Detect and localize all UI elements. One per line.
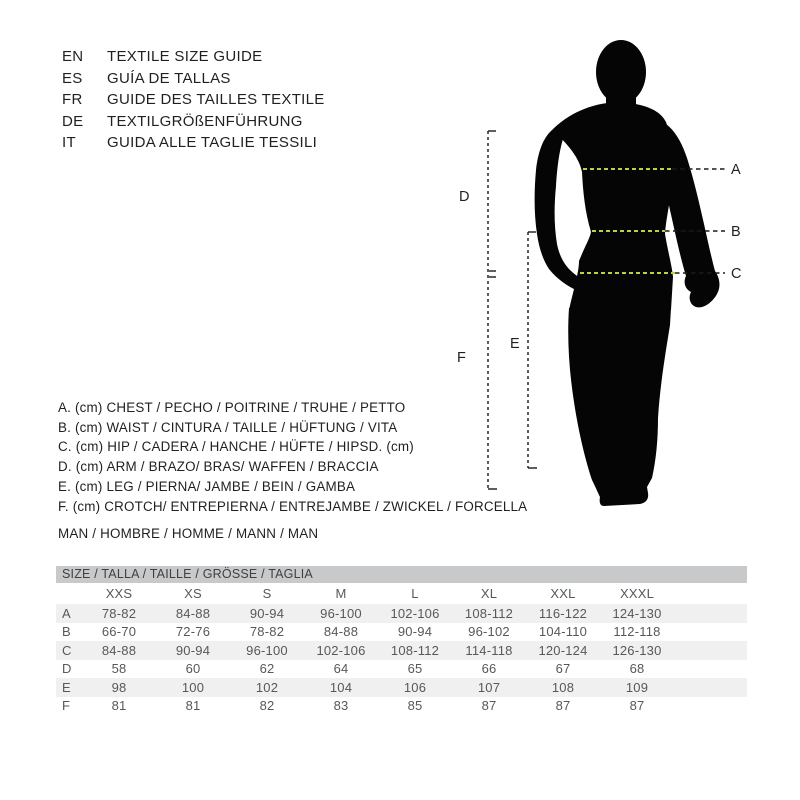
- cell: 112-118: [613, 624, 661, 640]
- cell: 83: [333, 698, 349, 714]
- cell: 84-88: [156, 604, 230, 623]
- cell: 102-106: [304, 641, 378, 660]
- cell: 58: [111, 661, 127, 677]
- row-label: C: [56, 641, 82, 660]
- language-code: FR: [62, 91, 83, 109]
- language-title-block: [62, 46, 325, 154]
- language-row: [62, 89, 325, 111]
- label-chest: A: [731, 162, 742, 178]
- language-row: [62, 111, 325, 133]
- cell: 120-124: [526, 641, 600, 660]
- language-title: TEXTILGRÖßENFÜHRUNG: [107, 112, 303, 130]
- cell: 62: [259, 661, 275, 677]
- language-row: [62, 132, 325, 154]
- cell: 60: [185, 661, 201, 677]
- cell: 65: [407, 661, 423, 677]
- col-header: XXXL: [619, 586, 655, 601]
- table-row: [56, 641, 747, 660]
- cell: 81: [111, 698, 127, 714]
- cell: 87: [555, 698, 571, 714]
- spacer-cell: [674, 678, 747, 697]
- cell: 98: [82, 678, 156, 697]
- silhouette-legs: [568, 308, 671, 506]
- cell: 108-112: [378, 641, 452, 660]
- cell: 67: [555, 661, 571, 677]
- cell: 72-76: [175, 624, 211, 640]
- label-leg: E: [510, 336, 521, 352]
- cell: 90-94: [230, 604, 304, 623]
- cell: 68: [629, 661, 645, 677]
- spacer-cell: [674, 660, 747, 679]
- cell: 64: [333, 661, 349, 677]
- row-label: E: [56, 678, 82, 697]
- table-row: [56, 604, 747, 623]
- legend-line-chest: A. (cm) CHEST / PECHO / POITRINE / TRUHE / PETTO: [58, 400, 406, 415]
- cell: 96-100: [230, 641, 304, 660]
- col-header: L: [411, 586, 419, 601]
- cell: 90-94: [156, 641, 230, 660]
- legend-line-waist: B. (cm) WAIST / CINTURA / TAILLE / HÜFTUNG / VITA: [58, 419, 398, 435]
- cell: 78-82: [249, 624, 285, 640]
- measurement-legend: [58, 398, 527, 516]
- size-table: [56, 566, 747, 715]
- spacer-cell: [674, 604, 747, 623]
- col-header: XS: [184, 586, 202, 601]
- row-label: D: [62, 661, 72, 677]
- spacer-cell: [674, 583, 747, 604]
- cell: 96-100: [304, 604, 378, 623]
- cell: 104: [304, 678, 378, 697]
- cell: 124-130: [600, 604, 674, 623]
- language-title: GUIDE DES TAILLES TEXTILE: [107, 91, 325, 109]
- cell: 96-102: [468, 624, 510, 640]
- table-row: [56, 660, 747, 679]
- cell: 109: [600, 678, 674, 697]
- cell: 85: [407, 698, 423, 714]
- cell: 87: [629, 698, 645, 714]
- language-code: EN: [62, 48, 84, 65]
- cell: 116-122: [526, 604, 600, 623]
- language-code: ES: [62, 69, 83, 87]
- label-hip: C: [731, 266, 742, 282]
- col-header: XL: [480, 586, 498, 601]
- row-label: A: [56, 604, 82, 623]
- cell: 106: [378, 678, 452, 697]
- cell: 104-110: [538, 624, 588, 640]
- cell: 81: [185, 698, 201, 714]
- row-label: B: [62, 624, 71, 640]
- cell: 102: [230, 678, 304, 697]
- cell: 78-82: [82, 604, 156, 623]
- cell: 100: [156, 678, 230, 697]
- cell: 107: [452, 678, 526, 697]
- size-table-title: SIZE / TALLA / TAILLE / GRÖSSE / TAGLIA: [56, 566, 747, 583]
- col-header: M: [335, 586, 347, 601]
- cell: 84-88: [323, 624, 359, 640]
- language-code: IT: [62, 134, 76, 152]
- label-crotch: F: [457, 350, 467, 366]
- language-title: GUÍA DE TALLAS: [107, 69, 231, 87]
- cell: 108: [526, 678, 600, 697]
- cell: 87: [481, 698, 497, 714]
- size-column-headers: [56, 583, 747, 604]
- language-row: [62, 68, 325, 90]
- cell: 90-94: [397, 624, 433, 640]
- label-waist: B: [731, 224, 742, 240]
- size-table-grid: [56, 583, 747, 715]
- legend-line-leg: E. (cm) LEG / PIERNA/ JAMBE / BEIN / GAMBA: [58, 478, 356, 494]
- gender-line: MAN / HOMBRE / HOMME / MANN / MAN: [58, 526, 319, 541]
- cell: 114-118: [452, 641, 526, 660]
- language-row: [62, 46, 325, 68]
- language-code: DE: [62, 112, 84, 130]
- col-header: XXS: [105, 586, 133, 601]
- cell: 66: [481, 661, 497, 677]
- table-row: [56, 623, 747, 642]
- spacer-cell: [674, 623, 747, 642]
- label-arm: D: [459, 189, 470, 205]
- cell: 108-112: [452, 604, 526, 623]
- cell: 84-88: [82, 641, 156, 660]
- legend-line-crotch: F. (cm) CROTCH/ ENTREPIERNA / ENTREJAMBE / ZWICKEL / FORCELLA: [58, 498, 528, 514]
- language-title: TEXTILE SIZE GUIDE: [107, 48, 263, 65]
- legend-line-hip: C. (cm) HIP / CADERA / HANCHE / HÜFTE / HIPSD. (cm): [58, 439, 414, 455]
- cell: 66-70: [101, 624, 137, 640]
- cell: 82: [259, 698, 275, 714]
- row-label: F: [62, 698, 71, 714]
- col-header: S: [262, 586, 272, 601]
- table-row: [56, 678, 747, 697]
- cell: 102-106: [378, 604, 452, 623]
- cell: 126-130: [600, 641, 674, 660]
- spacer-cell: [674, 641, 747, 660]
- legend-line-arm: D. (cm) ARM / BRAZO/ BRAS/ WAFFEN / BRACCIA: [58, 459, 379, 475]
- col-header: XXL: [550, 586, 576, 601]
- table-row: [56, 697, 747, 716]
- corner-cell: [56, 583, 82, 604]
- spacer-cell: [674, 697, 747, 716]
- language-title: GUIDA ALLE TAGLIE TESSILI: [107, 134, 318, 152]
